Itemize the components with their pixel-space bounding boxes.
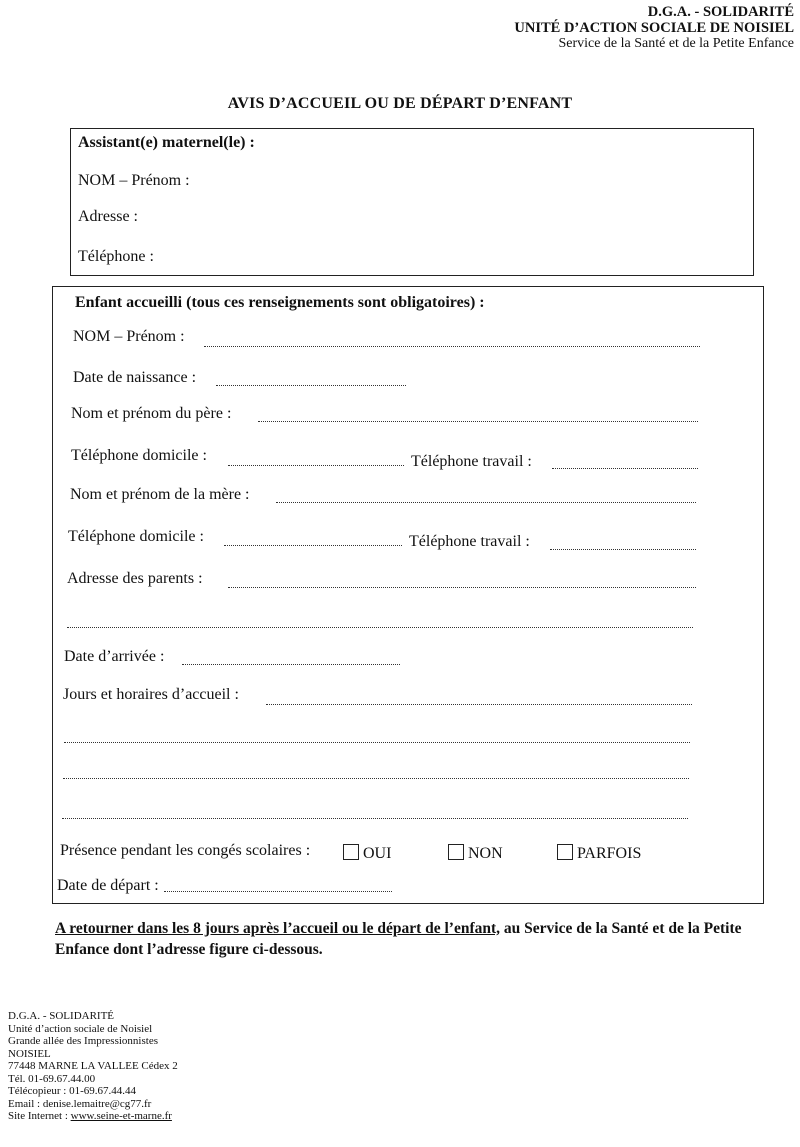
footer-line: Unité d’action sociale de Noisiel: [8, 1022, 153, 1035]
assistant-adresse-field[interactable]: Adresse :: [78, 208, 138, 225]
child-heading: Enfant accueilli (tous ces renseignements sont obligatoires) :: [75, 294, 485, 311]
adresse-parents-label: Adresse des parents :: [67, 570, 203, 587]
mere-label: Nom et prénom de la mère :: [70, 486, 250, 503]
footer-line: NOISIEL: [8, 1047, 51, 1060]
email-label: Email :: [8, 1097, 43, 1110]
assistant-heading: Assistant(e) maternel(le) :: [78, 134, 255, 151]
mere-field[interactable]: [276, 502, 696, 503]
header: [514, 4, 794, 52]
footer-line: Télécopieur : 01-69.67.44.44: [8, 1085, 136, 1097]
header-line-1: D.G.A. - SOLIDARITÉ: [647, 4, 794, 20]
footer-line: Tél. 01-69.67.44.00: [8, 1072, 96, 1085]
tel-travail-label: Téléphone travail :: [411, 453, 532, 470]
non-label: NON: [468, 845, 503, 862]
jours-horaires-label: Jours et horaires d’accueil :: [63, 686, 239, 703]
return-note: [55, 918, 745, 960]
tel-domicile-2-field[interactable]: [224, 545, 402, 546]
date-naissance-label: Date de naissance :: [73, 369, 197, 386]
option-non[interactable]: [448, 844, 503, 863]
presence-label: Présence pendant les congés scolaires :: [60, 842, 311, 859]
oui-label: OUI: [363, 845, 392, 862]
date-naissance-field[interactable]: [216, 385, 406, 386]
footer-email-line: [8, 1098, 178, 1111]
jours-horaires-field-2[interactable]: [64, 742, 690, 743]
jours-horaires-field[interactable]: [266, 704, 692, 705]
child-nom-label: NOM – Prénom :: [73, 328, 185, 345]
tel-travail-field[interactable]: [552, 468, 698, 469]
site-link[interactable]: www.seine-et-marne.fr: [70, 1110, 172, 1122]
option-parfois[interactable]: [557, 844, 641, 863]
page-title: AVIS D’ACCUEIL OU DE DÉPART D’ENFANT: [227, 95, 573, 112]
pere-label: Nom et prénom du père :: [71, 405, 232, 422]
adresse-parents-field-2[interactable]: [67, 627, 693, 628]
date-arrivee-label: Date d’arrivée :: [64, 648, 165, 665]
footer-line: D.G.A. - SOLIDARITÉ: [8, 1010, 115, 1022]
parfois-checkbox[interactable]: [557, 844, 573, 860]
tel-domicile-2-label: Téléphone domicile :: [68, 528, 204, 545]
assistant-nom-field[interactable]: NOM – Prénom :: [78, 172, 190, 189]
oui-checkbox[interactable]: [343, 844, 359, 860]
return-note-underlined: A retourner dans les 8 jours après l’accueil ou le départ de l’enfant,: [55, 920, 501, 937]
adresse-parents-field[interactable]: [228, 587, 696, 588]
site-label: Site Internet :: [8, 1110, 71, 1122]
pere-field[interactable]: [258, 421, 698, 422]
option-oui[interactable]: [343, 844, 391, 863]
tel-domicile-field[interactable]: [228, 465, 404, 466]
tel-domicile-label: Téléphone domicile :: [71, 447, 207, 464]
tel-travail-2-label: Téléphone travail :: [409, 533, 530, 550]
return-note-rest: au Service de la Santé et de la Petite Enfance dont l’adresse figure ci-dessous.: [55, 920, 742, 958]
date-depart-field[interactable]: [164, 891, 392, 892]
parfois-label: PARFOIS: [577, 845, 642, 862]
non-checkbox[interactable]: [448, 844, 464, 860]
tel-travail-2-field[interactable]: [550, 549, 696, 550]
footer-line: 77448 MARNE LA VALLEE Cédex 2: [8, 1060, 178, 1072]
jours-horaires-field-4[interactable]: [62, 818, 688, 819]
assistant-telephone-field[interactable]: Téléphone :: [78, 248, 154, 265]
email-link[interactable]: denise.lemaitre@cg77.fr: [42, 1097, 152, 1110]
footer-line: Grande allée des Impressionnistes: [8, 1035, 158, 1047]
jours-horaires-field-3[interactable]: [63, 778, 689, 779]
footer: [8, 1010, 178, 1123]
date-arrivee-field[interactable]: [182, 664, 400, 665]
child-nom-field[interactable]: [204, 346, 700, 347]
date-depart-label: Date de départ :: [57, 877, 159, 894]
header-line-3: Service de la Santé et de la Petite Enfance: [558, 36, 794, 51]
footer-site-line: [8, 1110, 178, 1123]
header-line-2: UNITÉ D’ACTION SOCIALE DE NOISIEL: [514, 20, 794, 36]
